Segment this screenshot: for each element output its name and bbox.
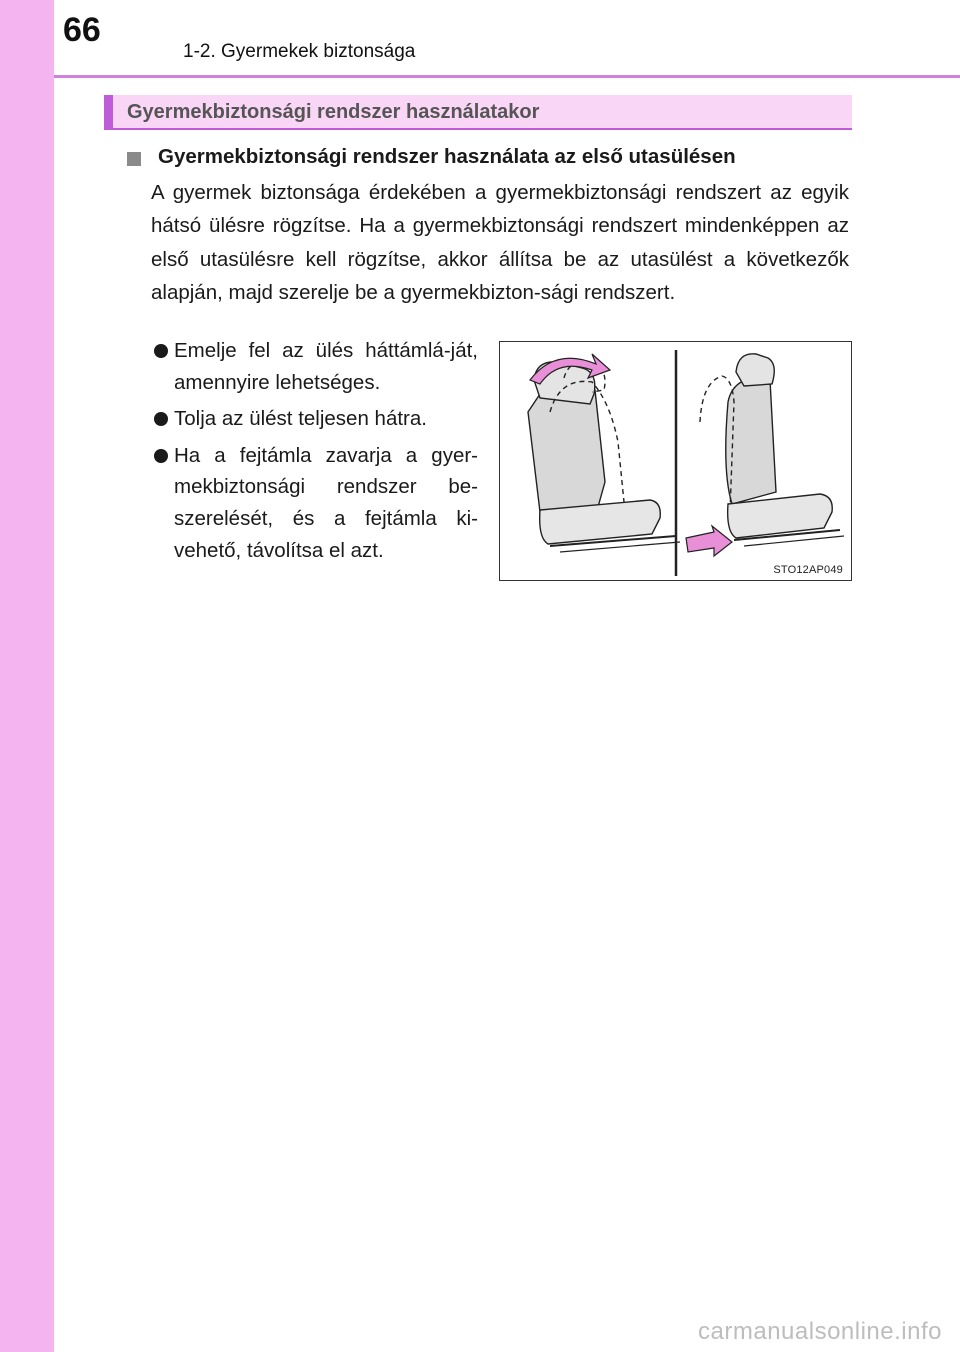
bullet-dot-icon bbox=[154, 412, 168, 426]
seat-illustration-svg bbox=[500, 342, 850, 579]
right-seat-headrest bbox=[736, 354, 774, 386]
right-seat bbox=[700, 354, 844, 546]
list-item-text: Emelje fel az ülés háttámlá-ját, amennyire lehetséges. bbox=[174, 339, 478, 394]
section-title-band bbox=[104, 95, 852, 130]
list-item-text: Tolja az ülést teljesen hátra. bbox=[174, 407, 427, 431]
header-rule bbox=[54, 75, 960, 78]
list-item bbox=[154, 335, 478, 398]
slide-back-arrow-icon bbox=[686, 526, 732, 556]
list-item bbox=[154, 403, 478, 435]
watermark: carmanualsonline.info bbox=[698, 1318, 942, 1345]
figure-code: STO12AP049 bbox=[773, 564, 843, 576]
list-item bbox=[154, 440, 478, 566]
square-bullet-icon bbox=[127, 152, 141, 166]
bullet-dot-icon bbox=[154, 449, 168, 463]
running-header: 1-2. Gyermekek biztonsága bbox=[183, 41, 416, 62]
instruction-list bbox=[154, 335, 478, 571]
subsection-heading bbox=[127, 143, 857, 173]
seat-adjustment-illustration bbox=[499, 341, 852, 581]
page-number: 66 bbox=[63, 11, 101, 49]
section-title: Gyermekbiztonsági rendszer használatakor bbox=[127, 101, 540, 123]
left-seat bbox=[528, 362, 680, 552]
side-tab-strip bbox=[0, 0, 54, 1352]
right-seat-backrest bbox=[726, 378, 776, 504]
list-item-text: Ha a fejtámla zavarja a gyer-mekbiztonsági rendszer be-szerelését, és a fejtámla ki-vehető, távolítsa el azt. bbox=[174, 443, 478, 562]
subsection-heading-text: Gyermekbiztonsági rendszer használata az első utasülésen bbox=[158, 145, 736, 168]
bullet-dot-icon bbox=[154, 344, 168, 358]
body-paragraph: A gyermek biztonsága érdekében a gyermekbiztonsági rendszert az egyik hátsó ülésre rögzítse. Ha a gyermekbiztonsági rendszert mindenképpen az első utasülésre kell rögzítse, akkor állítsa be az utasülést a következők alapján, majd szerelje be a gyermekbizton-sági rendszert. bbox=[151, 181, 849, 305]
